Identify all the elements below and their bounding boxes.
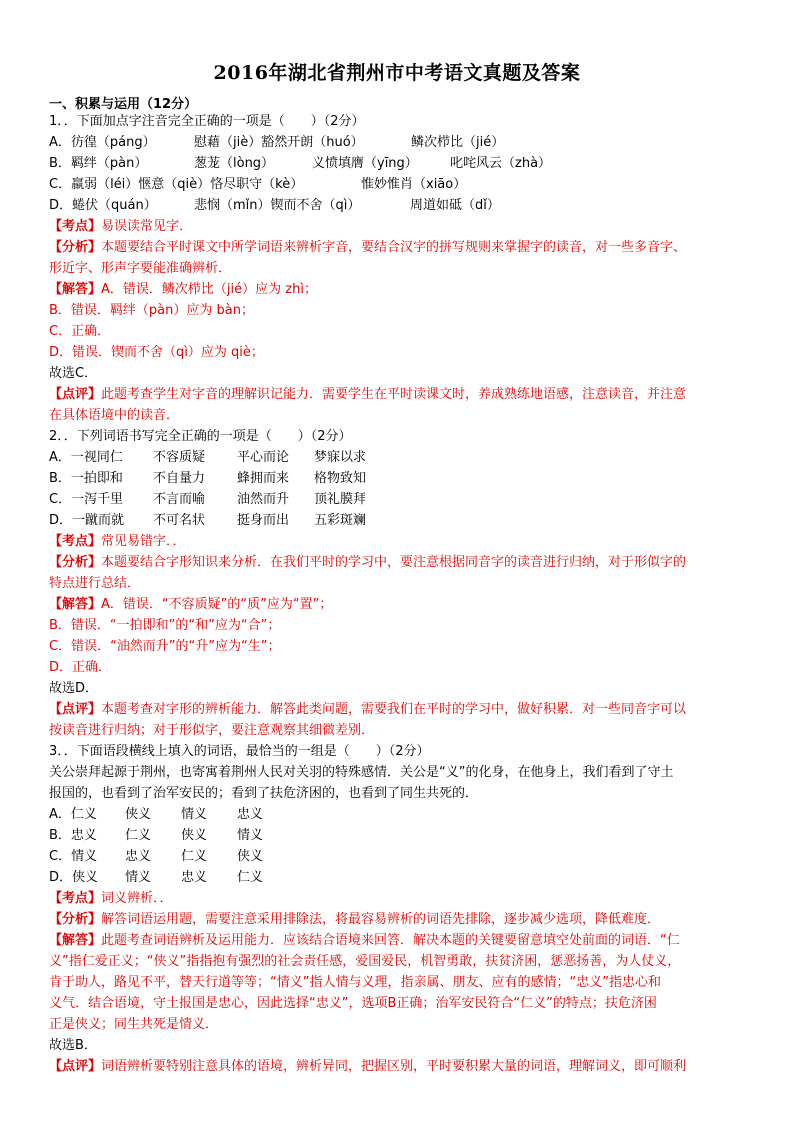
option-part: 侠义 (237, 849, 264, 864)
q2-option-a (49, 448, 366, 467)
document-title: 2016年湖北省荆州市中考语文真题及答案 (213, 62, 581, 84)
dianping-text: 本题考查对字形的辨析能力．解答此类问题，需要我们在平时的学习中，做好积累．对一些同音字可以 (101, 702, 687, 717)
option-part: 葱茏（lòng） (194, 156, 275, 171)
option-part: 油然而升 (237, 492, 290, 507)
q2-jieda (49, 595, 332, 614)
option-part: B．忠义 (49, 828, 97, 843)
q3-passage-cont: 报国的，也看到了治军安民的；看到了扶危济困的，也看到了同生共死的． (49, 786, 479, 801)
option-part: 蜂拥而来 (237, 471, 290, 486)
option-part: 忠义 (237, 807, 264, 822)
jieda-tag: 【解答】 (49, 282, 102, 297)
q1-stem: 1．．下面加点字注音完全正确的一项是（ ）（2分） (49, 114, 365, 129)
q1-option-a (49, 133, 504, 152)
q2-jieda-b: B．错误．“一拍即和”的“和”应为“合”； (49, 618, 281, 633)
fenxi-tag: 【分析】 (49, 912, 102, 927)
q1-jieda-b: B．错误．羁绊（pàn）应为 bàn； (49, 303, 254, 318)
option-part: 悲悯（mǐn）锲而不舍（qì） (194, 198, 361, 213)
kaodian-text: 词义辨析．． (101, 891, 173, 906)
fenxi-tag: 【分析】 (49, 555, 102, 570)
q1-kaodian (49, 217, 192, 236)
q3-jieda-cont: 义气．结合语境，守土报国是忠心，因此选择“忠义”，选项B正确；治军安民符合“仁义”的特点；扶危济困 (49, 996, 657, 1011)
option-part: C．一泻千里 (49, 492, 124, 507)
option-part: 叱咤风云（zhà） (450, 156, 552, 171)
q3-kaodian (49, 889, 173, 908)
q1-option-d (49, 196, 500, 215)
option-part: 侠义 (181, 828, 208, 843)
option-part: A．仁义 (49, 807, 97, 822)
option-part: 挺身而出 (237, 513, 290, 528)
option-part: 不言而喻 (153, 492, 206, 507)
option-part: A．彷徨（páng） (49, 135, 156, 150)
fenxi-tag: 【分析】 (49, 240, 102, 255)
option-part: 周道如砥（dǐ） (410, 198, 500, 213)
q3-option-b (49, 826, 263, 845)
q3-dianping (49, 1057, 686, 1076)
q3-jieda-cont: 正是侠义；同生共死是情义． (49, 1017, 219, 1032)
dianping-text: 词语辨析要特别注意具体的语境，辨析异同，把握区别，平时要积累大量的词语，理解词义，即可顺利 (101, 1059, 687, 1074)
q3-jieda-cont: 肯于助人，路见不平，替天行道等等；“情义”指人情与义理，指亲属、朋友、应有的感情；“忠义”指忠心和 (49, 975, 661, 990)
q1-dianping (49, 385, 686, 404)
q1-fenxi (49, 238, 686, 257)
q1-fenxi-cont: 形近字、形声字要能准确辨析． (49, 261, 232, 276)
fenxi-text: 解答词语运用题，需要注意采用排除法，将最容易辨析的词语先排除，逐步减少选项，降低难度． (101, 912, 661, 927)
kaodian-tag: 【考点】 (49, 534, 102, 549)
q2-option-c (49, 490, 366, 509)
option-part: B．一拍即和 (49, 471, 123, 486)
q2-option-d (49, 511, 366, 530)
q3-option-d (49, 868, 263, 887)
q3-passage: 关公崇拜起源于荆州，也寄寓着荆州人民对关羽的特殊感情．关公是“义”的化身，在他身上，我们看到了守土 (49, 765, 674, 780)
option-part: 鳞次栉比（jié） (411, 135, 505, 150)
q3-jieda-cont: 义”指仁爱正义；“侠义”指指抱有强烈的社会责任感，爱国爱民，机智勇敢，扶贫济困，惩恶扬善，为人仗义， (49, 954, 681, 969)
jieda-tag: 【解答】 (49, 933, 102, 948)
q1-answer: 故选C． (49, 366, 98, 381)
option-part: 不容质疑 (153, 450, 206, 465)
option-part: 忠义 (125, 849, 152, 864)
option-part: 慰藉（jiè）豁然开朗（huó） (194, 135, 364, 150)
dianping-text: 此题考查学生对字音的理解识记能力．需要学生在平时读课文时，养成熟练地语感，注意读音，并注意 (101, 387, 687, 402)
kaodian-text: 常见易错字．． (101, 534, 186, 549)
q2-option-b (49, 469, 366, 488)
option-part: 格物致知 (314, 471, 367, 486)
option-part: 情义 (181, 807, 208, 822)
option-part: 五彩斑斓 (314, 513, 367, 528)
kaodian-text: 易误读常见字． (101, 219, 193, 234)
option-part: 顶礼膜拜 (314, 492, 367, 507)
q2-fenxi (49, 553, 686, 572)
option-part: 侠义 (125, 807, 152, 822)
q1-jieda-c: C．正确． (49, 324, 111, 339)
q3-answer: 故选B． (49, 1038, 97, 1053)
option-part: 情义 (237, 828, 264, 843)
kaodian-tag: 【考点】 (49, 891, 102, 906)
option-part: 仁义 (125, 828, 152, 843)
dianping-tag: 【点评】 (49, 387, 102, 402)
jieda-text: A．错误．鳞次栉比（jié）应为 zhì； (101, 282, 317, 297)
option-part: 仁义 (181, 849, 208, 864)
q1-option-c (49, 175, 466, 194)
option-part: 不可名状 (153, 513, 206, 528)
option-part: 义愤填膺（yīng） (312, 156, 418, 171)
option-part: 惟妙惟肖（xiāo） (361, 177, 467, 192)
dianping-tag: 【点评】 (49, 702, 102, 717)
q2-dianping (49, 700, 686, 719)
option-part: 情义 (125, 870, 152, 885)
q3-stem: 3．．下面语段横线上填入的词语，最恰当的一组是（ ）（2分） (49, 744, 430, 759)
option-part: 不自量力 (153, 471, 206, 486)
option-part: D．一蹴而就 (49, 513, 125, 528)
q3-option-a (49, 805, 263, 824)
q2-stem: 2．．下列词语书写完全正确的一项是（ ）（2分） (49, 429, 352, 444)
q1-jieda (49, 280, 317, 299)
q3-option-c (49, 847, 263, 866)
q3-fenxi (49, 910, 660, 929)
option-part: 忠义 (181, 870, 208, 885)
q2-jieda-c: C．错误．“油然而升”的“升”应为“生”； (49, 639, 281, 654)
q1-jieda-d: D．错误．锲而不舍（qì）应为 qiè； (49, 345, 264, 360)
jieda-tag: 【解答】 (49, 597, 102, 612)
option-part: 平心而论 (237, 450, 290, 465)
q2-fenxi-cont: 特点进行总结． (49, 576, 141, 591)
q1-dianping-cont: 在具体语境中的读音． (49, 408, 180, 423)
option-part: D．侠义 (49, 870, 99, 885)
q2-dianping-cont: 按读音进行归纳；对于形似字，要注意观察其细微差别． (49, 723, 375, 738)
q2-jieda-d: D．正确． (49, 660, 112, 675)
option-part: C．情义 (49, 849, 98, 864)
jieda-text: 此题考查词语辨析及运用能力．应该结合语境来回答．解决本题的关键要留意填空处前面的词语．“仁 (101, 933, 680, 948)
q2-answer: 故选D． (49, 681, 99, 696)
q3-jieda (49, 931, 680, 950)
option-part: D．蜷伏（quán） (49, 198, 157, 213)
option-part: C．羸弱（léi）惬意（qiè）恪尽职守（kè） (49, 177, 304, 192)
fenxi-text: 本题要结合字形知识来分析．在我们平时的学习中，要注意根据同音字的读音进行归纳，对于形似字的 (101, 555, 687, 570)
option-part: 仁义 (237, 870, 264, 885)
option-part: 梦寐以求 (314, 450, 367, 465)
jieda-text: A．错误．“不容质疑”的“质”应为“置”； (101, 597, 333, 612)
q2-kaodian (49, 532, 186, 551)
kaodian-tag: 【考点】 (49, 219, 102, 234)
fenxi-text: 本题要结合平时课文中所学词语来辨析字音，要结合汉字的拼写规则来掌握字的读音，对一些多音字、 (101, 240, 687, 255)
option-part: B．羁绊（pàn） (49, 156, 148, 171)
q1-option-b (49, 154, 551, 173)
section-heading: 一、积累与运用（12分） (49, 97, 198, 112)
option-part: A．一视同仁 (49, 450, 123, 465)
dianping-tag: 【点评】 (49, 1059, 102, 1074)
